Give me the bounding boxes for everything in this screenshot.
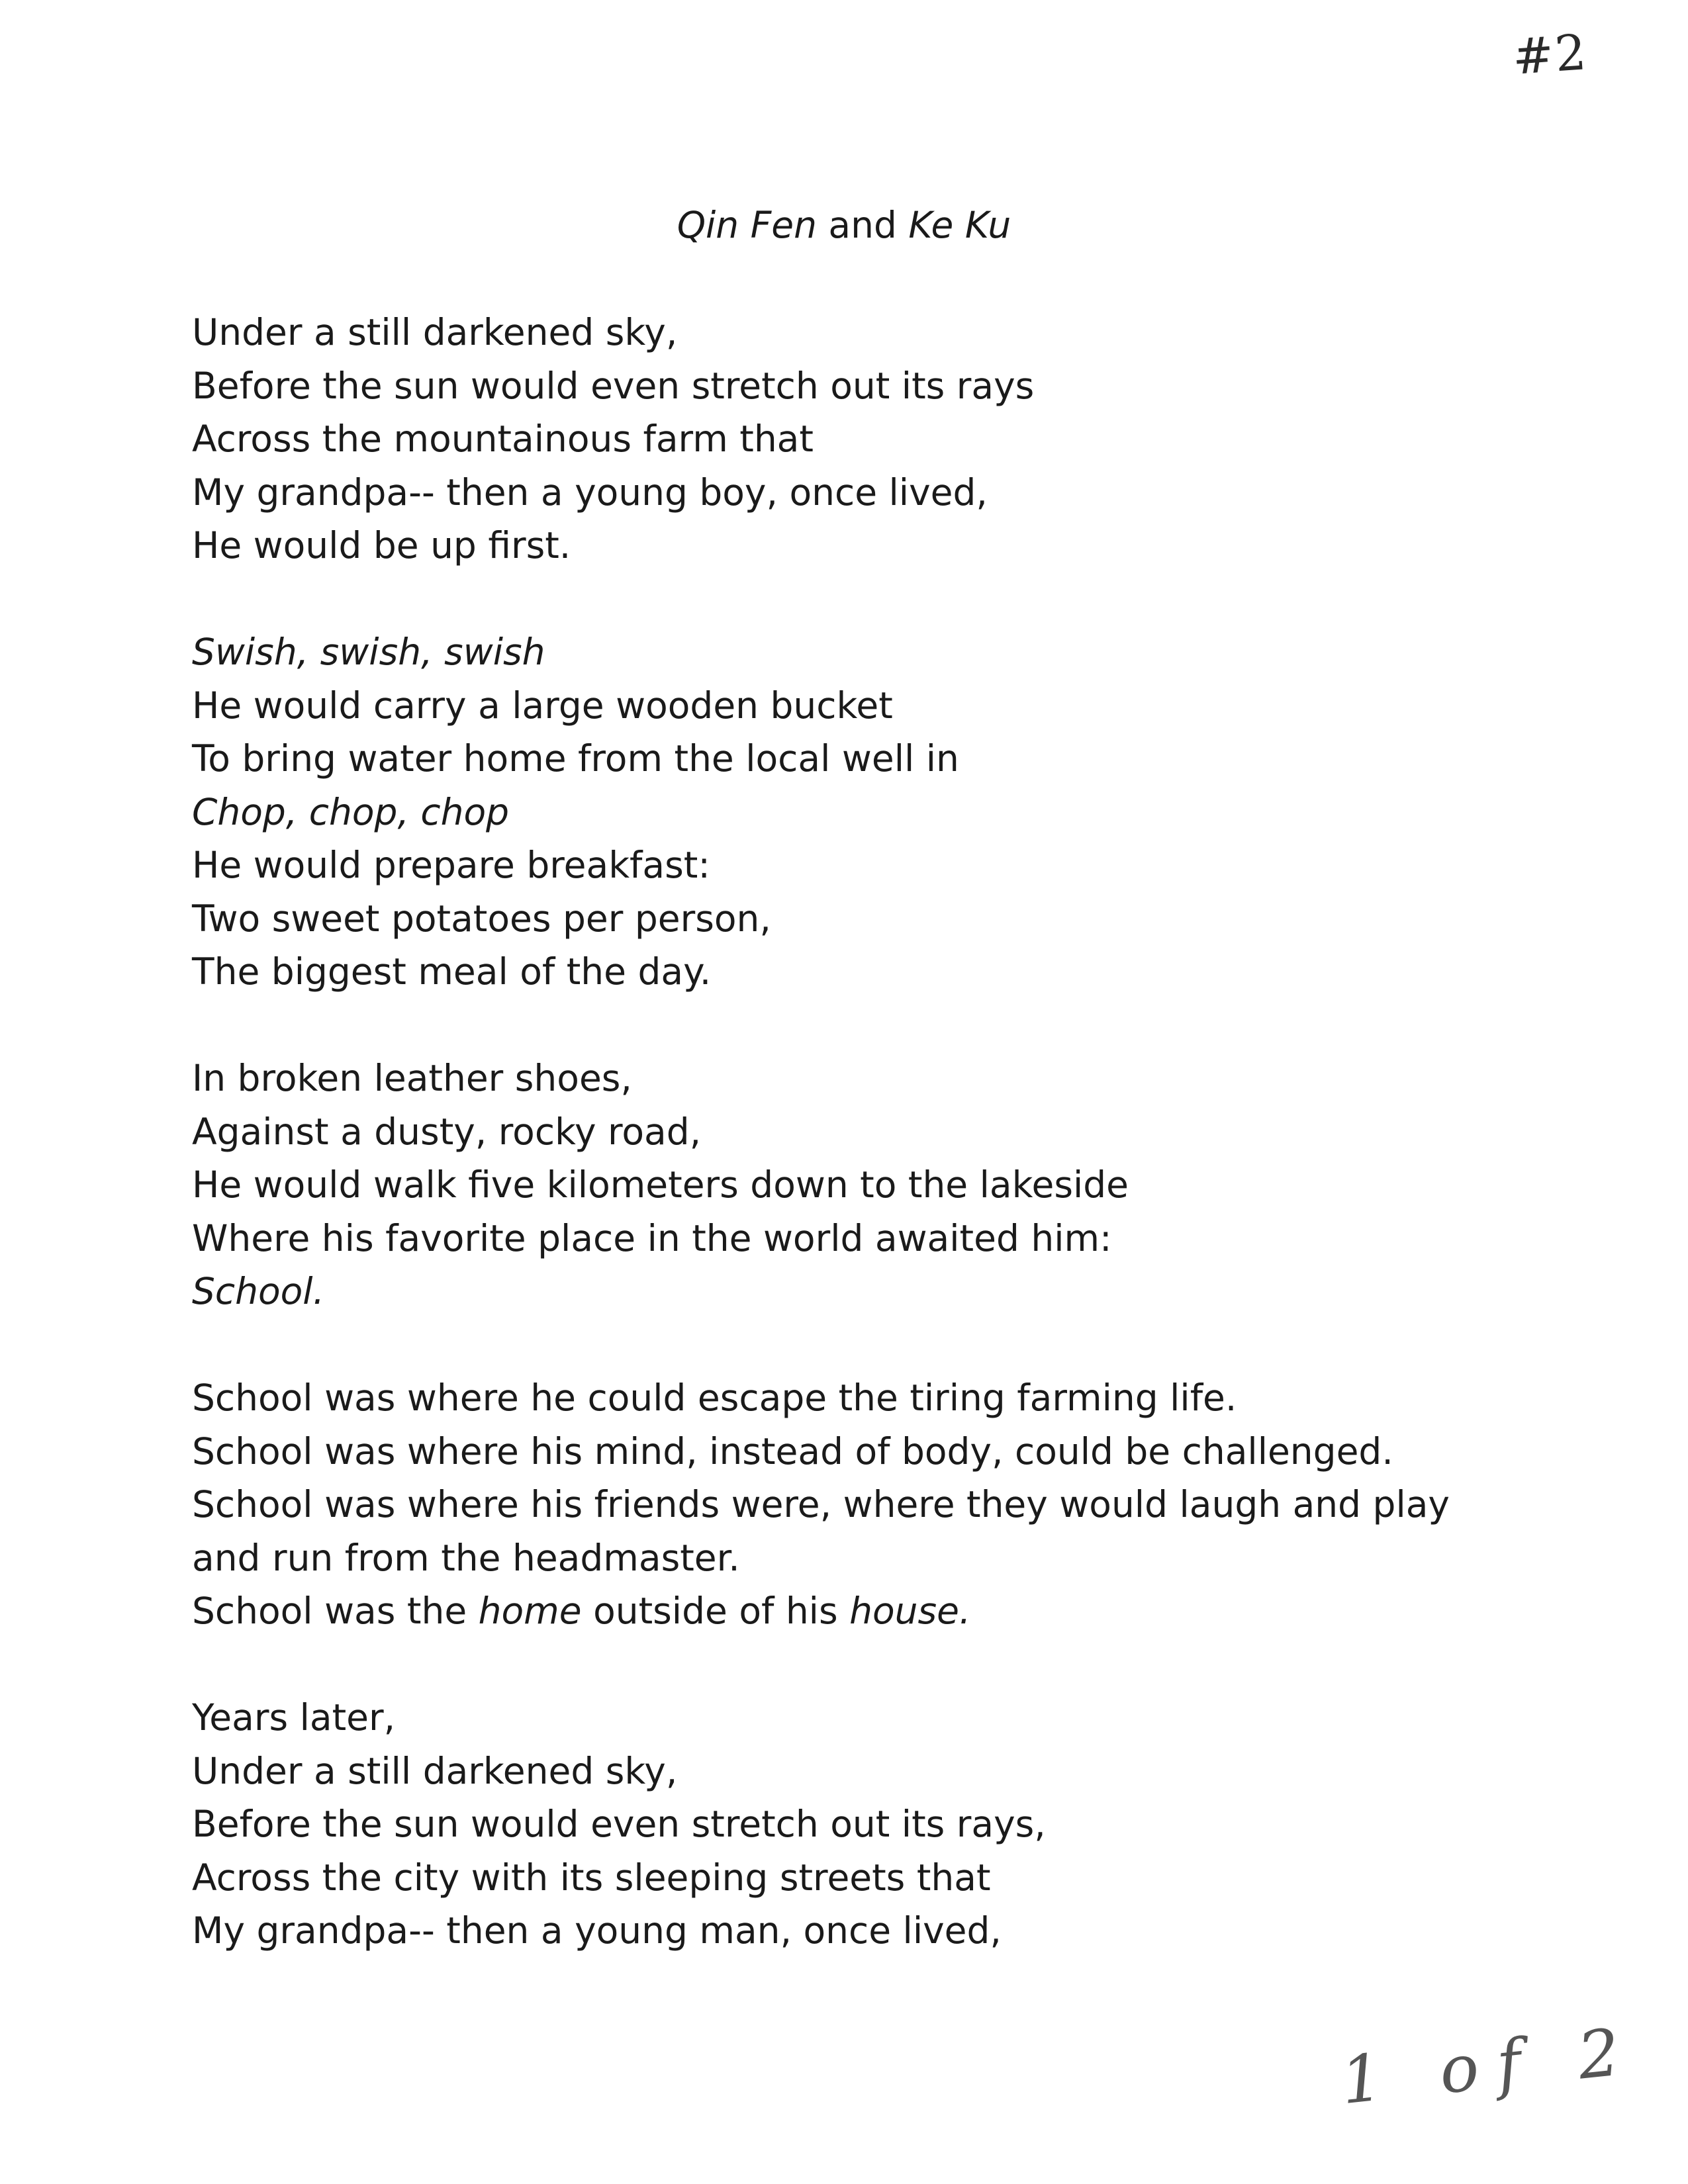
poem-line: School was where his mind, instead of body, could be challenged. xyxy=(192,1430,1393,1473)
poem-line: Against a dusty, rocky road, xyxy=(192,1110,702,1153)
stanza-1 xyxy=(192,306,1516,572)
poem-line: Across the city with its sleeping streets that xyxy=(192,1856,991,1899)
poem-line: The biggest meal of the day. xyxy=(192,950,712,993)
title-part-1: Qin Fen xyxy=(677,204,817,246)
stanza-3 xyxy=(192,1052,1516,1318)
stanza-4 xyxy=(192,1371,1516,1638)
poem-line: Across the mountainous farm that xyxy=(192,418,814,460)
line-text: outside of his xyxy=(581,1590,850,1632)
poem-line: He would carry a large wooden bucket xyxy=(192,684,893,727)
poem-line: My grandpa-- then a young man, once lived, xyxy=(192,1909,1002,1952)
poem-line xyxy=(192,1584,1516,1638)
poem-line: Years later, xyxy=(192,1696,396,1739)
poem-title xyxy=(0,199,1688,251)
poem-line: Two sweet potatoes per person, xyxy=(192,897,771,940)
poem-line: Before the sun would even stretch out its rays, xyxy=(192,1803,1046,1845)
poem-line: Where his favorite place in the world awaited him: xyxy=(192,1216,1112,1259)
poem-line: He would walk five kilometers down to the lakeside xyxy=(192,1163,1129,1206)
poem-line: Under a still darkened sky, xyxy=(192,311,678,353)
stanza-5 xyxy=(192,1691,1516,1958)
poem-line: School was where his friends were, where they would laugh and play xyxy=(192,1483,1450,1525)
poem-line: He would prepare breakfast: xyxy=(192,844,710,886)
poem-line-sound-effect: Chop, chop, chop xyxy=(192,790,510,833)
page-count-mark: 1 of 2 xyxy=(1337,2013,1642,2120)
poem-line: and run from the headmaster. xyxy=(192,1536,740,1579)
emphasis-home: home xyxy=(478,1590,582,1632)
poem-line: My grandpa-- then a young boy, once lived, xyxy=(192,471,988,514)
poem-line: In broken leather shoes, xyxy=(192,1057,632,1099)
poem-line: He would be up first. xyxy=(192,524,571,567)
page-number-mark: #2 xyxy=(1511,24,1589,86)
emphasis-house: house. xyxy=(849,1590,971,1632)
poem-line: Under a still darkened sky, xyxy=(192,1749,678,1792)
poem-line-emphasis: School. xyxy=(192,1270,325,1312)
poem-body xyxy=(192,306,1516,2011)
stanza-2 xyxy=(192,625,1516,999)
poem-line: Before the sun would even stretch out its rays xyxy=(192,364,1035,407)
line-text: School was the xyxy=(192,1590,479,1632)
title-part-2: Ke Ku xyxy=(908,204,1011,246)
poem-line: To bring water home from the local well in xyxy=(192,737,959,780)
poem-line-sound-effect: Swish, swish, swish xyxy=(192,631,545,673)
title-joiner: and xyxy=(816,204,909,246)
poem-line: School was where he could escape the tiring farming life. xyxy=(192,1377,1237,1419)
